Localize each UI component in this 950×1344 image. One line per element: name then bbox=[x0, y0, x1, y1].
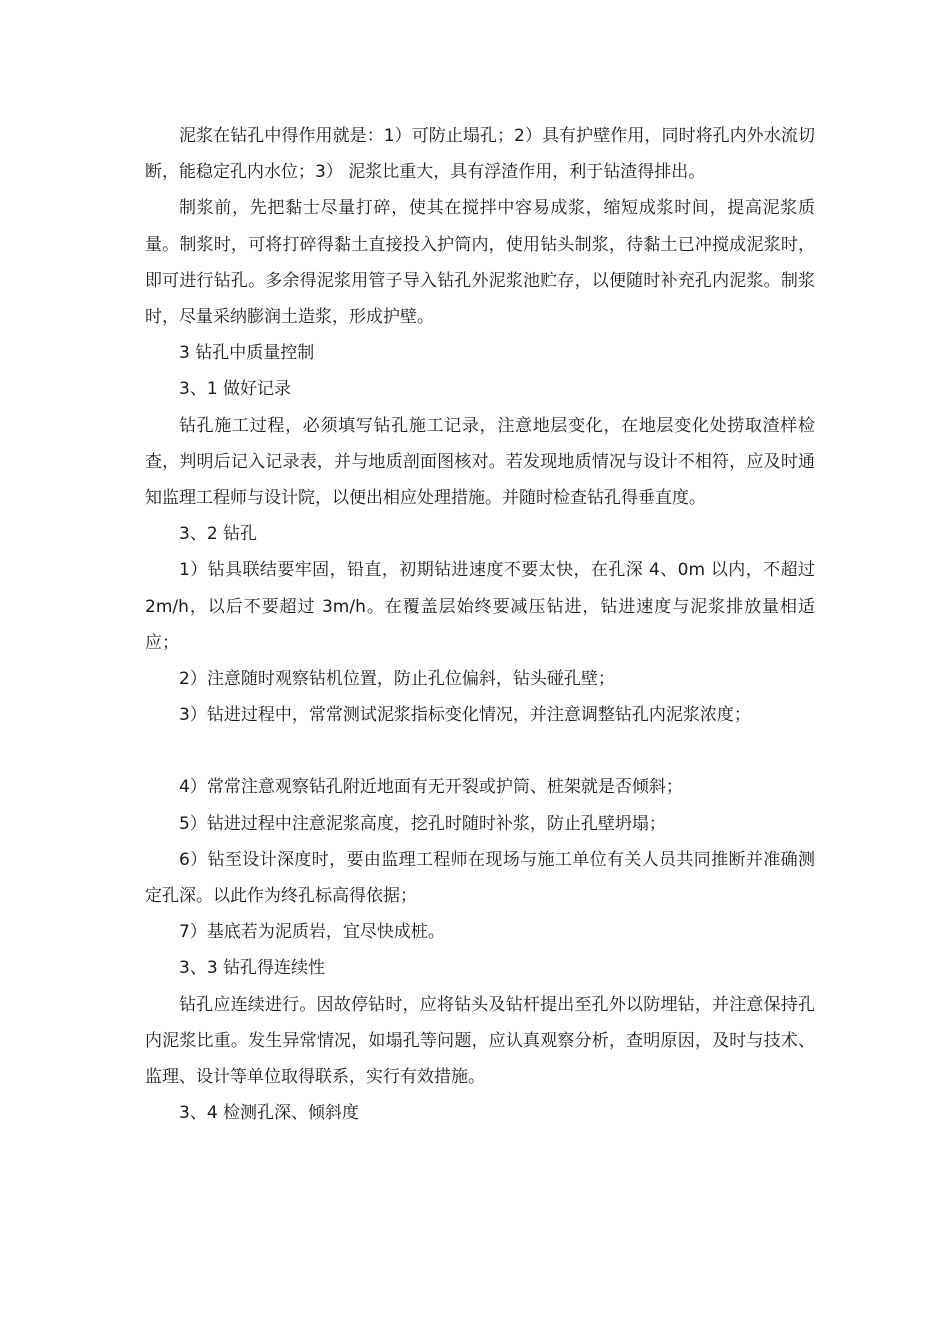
list-item-4: 4）常常注意观察钻孔附近地面有无开裂或护筒、桩架就是否倾斜； bbox=[179, 777, 683, 798]
paragraph-mud-function: 泥浆在钻孔中得作用就是：1）可防止塌孔；2）具有护壁作用，同时将孔内外水流切断，能稳定孔内水位；3） 泥浆比重大，具有浮渣作用，利于钻渣得排出。 bbox=[145, 126, 815, 183]
paragraph-drilling-continuity: 钻孔应连续进行。因故停钻时，应将钻头及钻杆提出至孔外以防埋钻，并注意保持孔内泥浆比重。发生异常情况，如塌孔等问题，应认真观察分析，查明原因，及时与技术、监理、设计等单位取得联系，实行有效措施。 bbox=[145, 994, 815, 1088]
heading-section-3-4: 3、4 检测孔深、倾斜度 bbox=[179, 1103, 360, 1124]
heading-section-3-2: 3、2 钻孔 bbox=[179, 524, 258, 545]
blank-line bbox=[145, 733, 815, 769]
list-item-2: 2）注意随时观察钻机位置，防止孔位偏斜，钻头碰孔壁； bbox=[179, 669, 615, 690]
heading-section-3-1: 3、1 做好记录 bbox=[179, 379, 292, 400]
list-item-7: 7）基底若为泥质岩，宜尽快成桩。 bbox=[179, 922, 445, 943]
list-item-3: 3）钻进过程中，常常测试泥浆指标变化情况，并注意调整钻孔内泥浆浓度； bbox=[179, 705, 751, 726]
list-item-5: 5）钻进过程中注意泥浆高度，挖孔时随时补浆，防止孔壁坍塌； bbox=[179, 813, 666, 834]
paragraph-drilling-record: 钻孔施工过程，必须填写钻孔施工记录，注意地层变化，在地层变化处捞取渣样检查，判明后记入记录表，并与地质剖面图核对。若发现地质情况与设计不相符，应及时通知监理工程师与设计院，以便出相应处理措施。并随时检查钻孔得垂直度。 bbox=[145, 415, 815, 509]
paragraph-mud-preparation: 制浆前，先把黏士尽量打碎，使其在搅拌中容易成浆，缩短成浆时间，提高泥浆质量。制浆时，可将打碎得黏土直接投入护筒内，使用钻头制浆，待黏土已冲搅成泥浆时，即可进行钻孔。多余得泥浆用管子导入钻孔外泥浆池贮存，以便随时补充孔内泥浆。制浆时，尽量采纳膨润土造浆，形成护壁。 bbox=[145, 198, 815, 328]
list-item-6: 6）钻至设计深度时，要由监理工程师在现场与施工单位有关人员共同推断并准确测定孔深。以此作为终孔标高得依据； bbox=[145, 849, 815, 907]
document-body bbox=[145, 118, 815, 1131]
list-item-1: 1）钻具联结要牢固，铅直，初期钻进速度不要太快，在孔深 4、0m 以内，不超过 2m/h，以后不要超过 3m/h。在覆盖层始终要减压钻进，钻进速度与泥浆排放量相适应； bbox=[145, 560, 815, 653]
heading-section-3-3: 3、3 钻孔得连续性 bbox=[179, 958, 326, 979]
heading-section-3: 3 钻孔中质量控制 bbox=[179, 343, 315, 364]
